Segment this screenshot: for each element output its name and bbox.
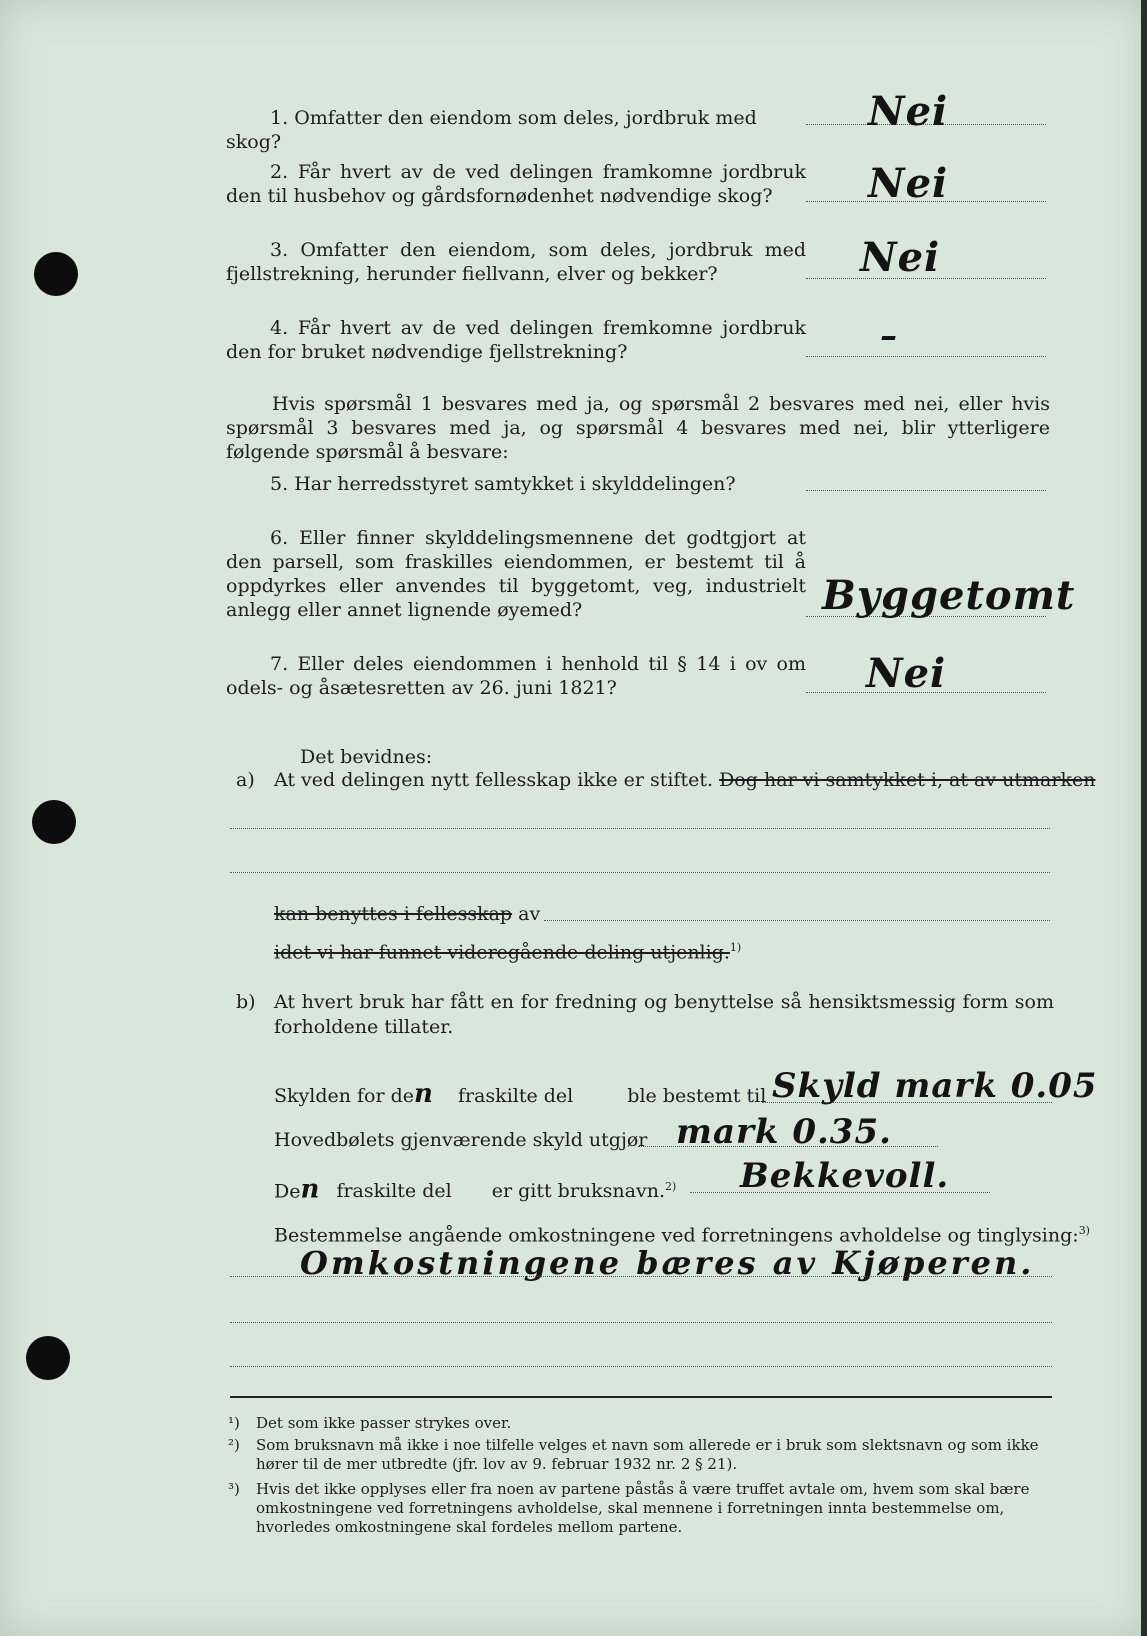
answer-line-5 bbox=[806, 490, 1046, 491]
intro-paragraph: Hvis spørsmål 1 besvares med ja, og spørsmål 2 besvares med nei, eller hvis spørsmål 3 besvares med ja, og spørsmål 4 besvares med nei, blir ytterligere følgende spørsmål å besvare: bbox=[226, 393, 1050, 463]
question-6 bbox=[226, 526, 806, 622]
skyld-value: Skyld mark 0.05 bbox=[772, 1066, 1098, 1106]
question-4 bbox=[226, 316, 806, 364]
navn-label: De bbox=[274, 1180, 301, 1203]
hoved-value: mark 0.35. bbox=[676, 1112, 892, 1152]
item-a-text bbox=[274, 768, 1096, 793]
bevidnes-heading: Det bevidnes: bbox=[300, 746, 433, 768]
answer-4: – bbox=[880, 316, 898, 356]
footnote-text: Det som ikke passer strykes over. bbox=[256, 1414, 512, 1432]
footnote-2 bbox=[228, 1436, 1054, 1476]
question-number: 3. bbox=[270, 239, 289, 261]
punch-hole-bottom bbox=[26, 1336, 70, 1380]
bestem-value: Omkostningene bæres av Kjøperen. bbox=[300, 1244, 1035, 1282]
question-text: Eller deles eiendommen i henhold til § 14 i ov om odels- og åsætesretten av 26. juni 1821? bbox=[226, 653, 806, 699]
bestem-line-2 bbox=[230, 1322, 1052, 1323]
question-5 bbox=[226, 472, 806, 496]
skyld-row bbox=[274, 1079, 767, 1109]
footnote-number: ¹) bbox=[228, 1414, 240, 1432]
question-number: 1. bbox=[270, 107, 289, 129]
item-b-label: b) bbox=[236, 991, 256, 1013]
navn-value: Bekkevoll. bbox=[740, 1156, 950, 1196]
question-2 bbox=[226, 160, 806, 208]
bestem-line-1 bbox=[230, 1276, 1052, 1277]
question-7 bbox=[226, 652, 806, 700]
answer-3: Nei bbox=[860, 234, 941, 281]
item-b-text: At hvert bruk har fått en for fredning og benyttelse så hensiktsmessig form som forholdene tillater. bbox=[274, 991, 1054, 1038]
navn-row bbox=[274, 1174, 676, 1204]
footnote-text: Hvis det ikke opplyses eller fra noen av partene påstås å være truffet avtale om, hvem som skal bære omkostningene ved forretningens avholdelse, skal mennene i forretningen innta bestemmelse om, hvorledes omkostningene skal fordeles mellom partene. bbox=[256, 1480, 1030, 1536]
footnote-number: ²) bbox=[228, 1436, 240, 1454]
page-edge bbox=[1141, 0, 1147, 1636]
footnote-3 bbox=[228, 1480, 1054, 1540]
footnote-number: ³) bbox=[228, 1480, 240, 1498]
question-text: Får hvert av de ved delingen framkomne jordbruk den til husbehov og gårdsfornødenhet nødvendige skog? bbox=[226, 161, 806, 207]
question-number: 5. bbox=[270, 473, 289, 495]
navn-handwritten-n: n bbox=[300, 1174, 321, 1205]
question-number: 6. bbox=[270, 527, 289, 549]
blank-line-a1 bbox=[230, 828, 1050, 829]
skyld-label-2: fraskilte del bbox=[457, 1085, 574, 1107]
answer-7: Nei bbox=[866, 650, 947, 697]
question-text: Har herredsstyret samtykket i skylddelingen? bbox=[294, 473, 736, 495]
question-text: Får hvert av de ved delingen fremkomne jordbruk den for bruket nødvendige fjellstrekning? bbox=[226, 317, 806, 363]
answer-6: Byggetomt bbox=[822, 572, 1076, 619]
blank-line-a2 bbox=[230, 872, 1050, 873]
item-a-struck-text-3: idet vi har funnet videregående deling utjenlig. bbox=[274, 941, 730, 964]
question-3 bbox=[226, 238, 806, 286]
footnote-text: Som bruksnavn må ikke i noe tilfelle velges et navn som allerede er i bruk som slektsnavn og som ikke hører til de mer utbredte (jfr. lov av 9. februar 1932 nr. 2 § 21). bbox=[256, 1436, 1039, 1473]
question-text: Omfatter den eiendom, som deles, jordbruk med fjellstrekning, herunder fiellvann, elver og bekker? bbox=[226, 239, 806, 285]
skyld-label: Skylden for de bbox=[274, 1085, 415, 1107]
question-text: Eller finner skylddelingsmennene det godtgjort at den parsell, som fraskilles eiendommen, er bestemt til å oppdyrkes eller anvendes til byggetomt, veg, industrielt anlegg eller annet lignende øyemed? bbox=[226, 527, 807, 621]
question-number: 7. bbox=[270, 653, 289, 675]
footnote-1 bbox=[228, 1414, 1054, 1434]
bestem-text: Bestemmelse angående omkostningene ved forretningens avholdelse og tinglysing: bbox=[274, 1224, 1079, 1247]
question-1 bbox=[226, 106, 806, 154]
bestem-line-3 bbox=[230, 1366, 1052, 1367]
item-a-struck-text-2: kan benyttes i fellesskap bbox=[274, 903, 513, 925]
item-a-av: av bbox=[518, 903, 541, 925]
punch-hole-middle bbox=[32, 800, 76, 844]
footnote-ref-3: 3) bbox=[1078, 1224, 1090, 1237]
skyld-handwritten-n: n bbox=[414, 1079, 434, 1109]
punch-hole-top bbox=[34, 252, 78, 296]
item-a-fellesskap bbox=[274, 902, 540, 927]
item-a-utjenlig bbox=[274, 935, 741, 965]
answer-2: Nei bbox=[868, 160, 949, 207]
navn-label-3: er gitt bruksnavn. bbox=[491, 1180, 665, 1203]
question-number: 4. bbox=[270, 317, 289, 339]
hoved-label: Hovedbølets gjenværende skyld utgjør bbox=[274, 1129, 648, 1151]
answer-1: Nei bbox=[868, 88, 949, 135]
blank-line-a3 bbox=[544, 920, 1050, 921]
navn-label-2: fraskilte del bbox=[336, 1180, 452, 1203]
item-a-label: a) bbox=[236, 769, 255, 791]
item-a-struck-text: Dog har vi samtykket i, at av utmarken bbox=[719, 769, 1096, 791]
question-text: Omfatter den eiendom som deles, jordbruk med skog? bbox=[226, 107, 757, 153]
question-number: 2. bbox=[270, 161, 289, 183]
item-a-statement: At ved delingen nytt fellesskap ikke er stiftet. bbox=[274, 769, 714, 791]
footnote-ref-1: 1) bbox=[729, 941, 742, 954]
answer-line-4 bbox=[806, 356, 1046, 357]
footnote-rule bbox=[230, 1396, 1052, 1398]
footnote-ref-2: 2) bbox=[665, 1180, 677, 1193]
skyld-label-3: ble bestemt til bbox=[627, 1085, 767, 1107]
